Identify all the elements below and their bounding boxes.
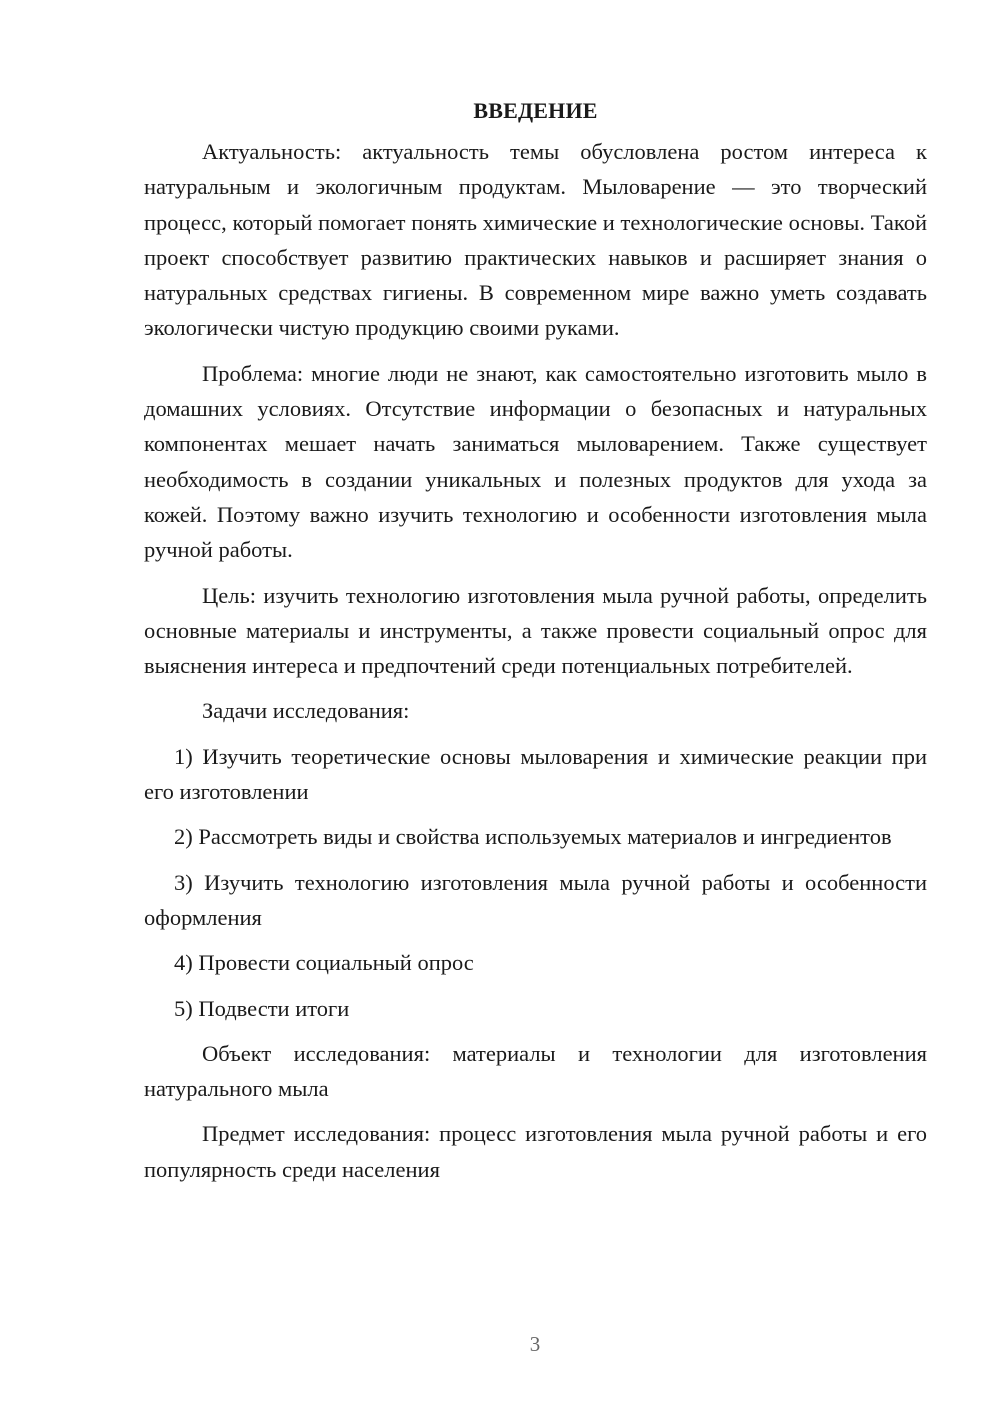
object-paragraph: Объект исследования: материалы и технологии для изготовления натурального мыла [144, 1040, 927, 1102]
goal-paragraph: Цель: изучить технологию изготовления мыла ручной работы, определить основные материалы и инструменты, а также провести социальный опрос для выяснения интереса и предпочтений среди потенциальных потребителей. [144, 582, 927, 679]
task-item-1: 1) Изучить теоретические основы мыловарения и химические реакции при его изготовлении [144, 743, 927, 805]
relevance-paragraph: Актуальность: актуальность темы обусловлена ростом интереса к натуральным и экологичным продуктам. Мыловарение — это творческий процесс, который помогает понять химические и технологические основы. Такой проект способствует развитию практических навыков и расширяет знания о натуральных средствах гигиены. В современном мире важно уметь создавать экологически чистую продукцию своими руками. [144, 139, 927, 341]
task-item-3: 3) Изучить технологию изготовления мыла ручной работы и особенности оформления [144, 869, 927, 930]
document-page [144, 96, 927, 1197]
task-item-5: 5) Подвести итоги [174, 995, 350, 1021]
subject-paragraph: Предмет исследования: процесс изготовления мыла ручной работы и его популярность среди населения [144, 1121, 927, 1182]
page-number: 3 [529, 1332, 541, 1356]
problem-paragraph: Проблема: многие люди не знают, как самостоятельно изготовить мыло в домашних условиях. Отсутствие информации о безопасных и натуральных компонентах мешает начать заниматься мыловарением. Также существует необходимость в создании уникальных и полезных продуктов для ухода за кожей. Поэтому важно изучить технологию и особенности изготовления мыла ручной работы. [144, 360, 927, 563]
task-item-2: 2) Рассмотреть виды и свойства используемых материалов и ингредиентов [174, 824, 892, 850]
tasks-heading: Задачи исследования: [202, 698, 410, 724]
page-title: ВВЕДЕНИЕ [473, 98, 598, 123]
task-item-4: 4) Провести социальный опрос [174, 950, 474, 976]
